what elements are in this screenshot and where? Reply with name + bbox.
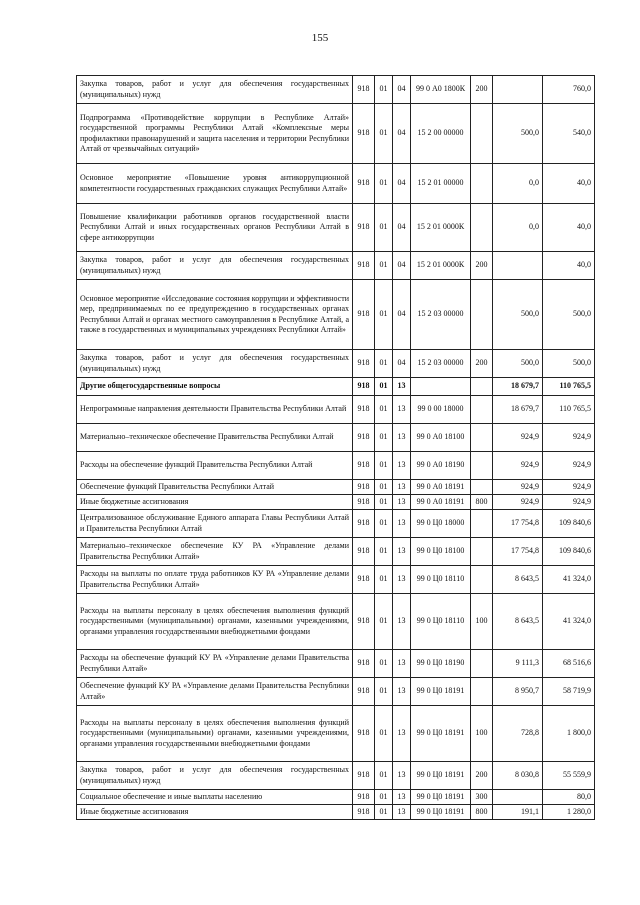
amount-year-2: 41 324,0 — [543, 594, 595, 650]
target-article-code: 99 0 А0 18100 — [411, 424, 471, 452]
section-code: 01 — [375, 790, 393, 805]
amount-year-1: 0,0 — [493, 204, 543, 252]
amount-year-1 — [493, 76, 543, 104]
table-row — [77, 76, 595, 104]
target-article-code: 99 0 Ц0 18191 — [411, 762, 471, 790]
section-code: 01 — [375, 378, 393, 396]
amount-year-2: 58 719,9 — [543, 678, 595, 706]
subsection-code: 04 — [393, 252, 411, 280]
amount-year-2: 500,0 — [543, 280, 595, 350]
target-article-code: 99 0 А0 18190 — [411, 452, 471, 480]
subsection-code: 04 — [393, 280, 411, 350]
subsection-code: 13 — [393, 480, 411, 495]
section-code: 01 — [375, 706, 393, 762]
target-article-code: 99 0 Ц0 18100 — [411, 538, 471, 566]
expense-type-code: 800 — [471, 495, 493, 510]
ministry-code: 918 — [353, 378, 375, 396]
table-row — [77, 164, 595, 204]
ministry-code: 918 — [353, 480, 375, 495]
amount-year-1: 8 643,5 — [493, 566, 543, 594]
ministry-code: 918 — [353, 706, 375, 762]
row-name: Расходы на обеспечение функций КУ РА «Управление делами Правительства Республики Алтай» — [77, 650, 353, 678]
ministry-code: 918 — [353, 650, 375, 678]
amount-year-2: 55 559,9 — [543, 762, 595, 790]
table-row — [77, 204, 595, 252]
amount-year-2: 540,0 — [543, 104, 595, 164]
amount-year-2: 110 765,5 — [543, 396, 595, 424]
ministry-code: 918 — [353, 204, 375, 252]
target-article-code: 15 2 00 00000 — [411, 104, 471, 164]
row-name: Закупка товаров, работ и услуг для обеспечения государственных (муниципальных) нужд — [77, 252, 353, 280]
table-row — [77, 424, 595, 452]
amount-year-2: 40,0 — [543, 164, 595, 204]
ministry-code: 918 — [353, 495, 375, 510]
ministry-code: 918 — [353, 594, 375, 650]
table-row — [77, 762, 595, 790]
row-name: Непрограммные направления деятельности Правительства Республики Алтай — [77, 396, 353, 424]
expense-type-code — [471, 396, 493, 424]
expense-type-code: 100 — [471, 706, 493, 762]
table-row — [77, 495, 595, 510]
amount-year-1: 17 754,8 — [493, 510, 543, 538]
expense-type-code — [471, 424, 493, 452]
expense-type-code: 800 — [471, 805, 493, 820]
table-row — [77, 790, 595, 805]
section-code: 01 — [375, 762, 393, 790]
subsection-code: 13 — [393, 538, 411, 566]
amount-year-2: 110 765,5 — [543, 378, 595, 396]
target-article-code: 15 2 03 00000 — [411, 350, 471, 378]
section-code: 01 — [375, 204, 393, 252]
expense-type-code: 300 — [471, 790, 493, 805]
amount-year-1: 924,9 — [493, 452, 543, 480]
table-row — [77, 594, 595, 650]
section-code: 01 — [375, 805, 393, 820]
amount-year-2: 924,9 — [543, 452, 595, 480]
expense-type-code: 200 — [471, 252, 493, 280]
table-row — [77, 252, 595, 280]
table-row — [77, 350, 595, 378]
ministry-code: 918 — [353, 538, 375, 566]
table-row — [77, 480, 595, 495]
budget-table — [76, 75, 595, 820]
section-code: 01 — [375, 594, 393, 650]
amount-year-2: 80,0 — [543, 790, 595, 805]
ministry-code: 918 — [353, 280, 375, 350]
ministry-code: 918 — [353, 510, 375, 538]
subsection-code: 04 — [393, 164, 411, 204]
page-number: 155 — [311, 32, 329, 44]
budget-table-body — [77, 76, 595, 820]
amount-year-1: 924,9 — [493, 424, 543, 452]
subsection-code: 13 — [393, 762, 411, 790]
row-name: Закупка товаров, работ и услуг для обеспечения государственных (муниципальных) нужд — [77, 350, 353, 378]
section-code: 01 — [375, 350, 393, 378]
section-code: 01 — [375, 280, 393, 350]
target-article-code — [411, 378, 471, 396]
amount-year-1: 500,0 — [493, 350, 543, 378]
section-code: 01 — [375, 396, 393, 424]
row-name: Закупка товаров, работ и услуг для обеспечения государственных (муниципальных) нужд — [77, 762, 353, 790]
expense-type-code: 200 — [471, 76, 493, 104]
row-name: Другие общегосударственные вопросы — [77, 378, 353, 396]
section-code: 01 — [375, 510, 393, 538]
ministry-code: 918 — [353, 790, 375, 805]
amount-year-2: 760,0 — [543, 76, 595, 104]
amount-year-2: 924,9 — [543, 480, 595, 495]
subsection-code: 13 — [393, 594, 411, 650]
amount-year-2: 500,0 — [543, 350, 595, 378]
table-row — [77, 538, 595, 566]
amount-year-2: 40,0 — [543, 204, 595, 252]
target-article-code: 99 0 Ц0 18191 — [411, 805, 471, 820]
amount-year-1: 0,0 — [493, 164, 543, 204]
amount-year-1 — [493, 252, 543, 280]
expense-type-code — [471, 480, 493, 495]
subsection-code: 13 — [393, 495, 411, 510]
target-article-code: 99 0 Ц0 18191 — [411, 678, 471, 706]
section-code: 01 — [375, 566, 393, 594]
expense-type-code — [471, 164, 493, 204]
ministry-code: 918 — [353, 252, 375, 280]
amount-year-2: 1 280,0 — [543, 805, 595, 820]
row-name: Социальное обеспечение и иные выплаты населению — [77, 790, 353, 805]
amount-year-1: 924,9 — [493, 495, 543, 510]
section-code: 01 — [375, 452, 393, 480]
subsection-code: 13 — [393, 706, 411, 762]
table-row — [77, 650, 595, 678]
expense-type-code — [471, 378, 493, 396]
section-code: 01 — [375, 76, 393, 104]
row-name: Материально–техническое обеспечение КУ РА «Управление делами Правительства Республики Алтай» — [77, 538, 353, 566]
target-article-code: 15 2 01 0000К — [411, 252, 471, 280]
expense-type-code — [471, 452, 493, 480]
amount-year-1: 9 111,3 — [493, 650, 543, 678]
ministry-code: 918 — [353, 566, 375, 594]
table-row — [77, 280, 595, 350]
row-name: Централизованное обслуживание Единого аппарата Главы Республики Алтай и Правительства Республики Алтай — [77, 510, 353, 538]
section-code: 01 — [375, 495, 393, 510]
table-row — [77, 566, 595, 594]
expense-type-code — [471, 280, 493, 350]
target-article-code: 99 0 А0 18191 — [411, 495, 471, 510]
amount-year-1 — [493, 790, 543, 805]
row-name: Закупка товаров, работ и услуг для обеспечения государственных (муниципальных) нужд — [77, 76, 353, 104]
expense-type-code — [471, 510, 493, 538]
amount-year-2: 109 840,6 — [543, 510, 595, 538]
target-article-code: 15 2 03 00000 — [411, 280, 471, 350]
expense-type-code: 100 — [471, 594, 493, 650]
expense-type-code — [471, 204, 493, 252]
target-article-code: 15 2 01 0000К — [411, 204, 471, 252]
row-name: Расходы на выплаты персоналу в целях обеспечения выполнения функций государственными (муниципальными) органами, казенными учреждениями, органами управления государственными внебюджетными фондами — [77, 706, 353, 762]
target-article-code: 99 0 А0 18191 — [411, 480, 471, 495]
row-name: Обеспечение функций КУ РА «Управление делами Правительства Республики Алтай» — [77, 678, 353, 706]
ministry-code: 918 — [353, 350, 375, 378]
subsection-code: 13 — [393, 790, 411, 805]
target-article-code: 15 2 01 00000 — [411, 164, 471, 204]
ministry-code: 918 — [353, 76, 375, 104]
row-name: Основное мероприятие «Повышение уровня антикоррупционной компетентности государственных гражданских служащих Республики Алтай» — [77, 164, 353, 204]
amount-year-1: 728,8 — [493, 706, 543, 762]
subsection-code: 04 — [393, 350, 411, 378]
target-article-code: 99 0 Ц0 18190 — [411, 650, 471, 678]
target-article-code: 99 0 Ц0 18191 — [411, 790, 471, 805]
subsection-code: 13 — [393, 452, 411, 480]
expense-type-code — [471, 650, 493, 678]
expense-type-code — [471, 538, 493, 566]
table-row — [77, 452, 595, 480]
amount-year-2: 68 516,6 — [543, 650, 595, 678]
amount-year-1: 18 679,7 — [493, 396, 543, 424]
ministry-code: 918 — [353, 678, 375, 706]
target-article-code: 99 0 Ц0 18000 — [411, 510, 471, 538]
section-code: 01 — [375, 252, 393, 280]
subsection-code: 13 — [393, 650, 411, 678]
row-name: Расходы на обеспечение функций Правительства Республики Алтай — [77, 452, 353, 480]
amount-year-1: 191,1 — [493, 805, 543, 820]
amount-year-2: 40,0 — [543, 252, 595, 280]
expense-type-code — [471, 566, 493, 594]
amount-year-2: 41 324,0 — [543, 566, 595, 594]
expense-type-code: 200 — [471, 762, 493, 790]
expense-type-code: 200 — [471, 350, 493, 378]
amount-year-1: 8 643,5 — [493, 594, 543, 650]
table-row — [77, 805, 595, 820]
ministry-code: 918 — [353, 424, 375, 452]
table-row — [77, 678, 595, 706]
subsection-code: 13 — [393, 566, 411, 594]
expense-type-code — [471, 104, 493, 164]
amount-year-1: 8 950,7 — [493, 678, 543, 706]
table-row — [77, 396, 595, 424]
amount-year-2: 1 800,0 — [543, 706, 595, 762]
subsection-code: 13 — [393, 378, 411, 396]
ministry-code: 918 — [353, 452, 375, 480]
section-code: 01 — [375, 164, 393, 204]
section-code: 01 — [375, 104, 393, 164]
subsection-code: 04 — [393, 104, 411, 164]
section-code: 01 — [375, 480, 393, 495]
table-row — [77, 378, 595, 396]
ministry-code: 918 — [353, 104, 375, 164]
row-name: Подпрограмма «Противодействие коррупции в Республике Алтай» государственной программы Республики Алтай «Комплексные меры профилактики правонарушений и защита населения и территории Республики Алтай от чрезвычайных ситуаций» — [77, 104, 353, 164]
table-row — [77, 510, 595, 538]
table-row — [77, 104, 595, 164]
target-article-code: 99 0 Ц0 18110 — [411, 566, 471, 594]
ministry-code: 918 — [353, 805, 375, 820]
amount-year-1: 18 679,7 — [493, 378, 543, 396]
subsection-code: 13 — [393, 805, 411, 820]
subsection-code: 13 — [393, 424, 411, 452]
amount-year-1: 17 754,8 — [493, 538, 543, 566]
row-name: Иные бюджетные ассигнования — [77, 495, 353, 510]
expense-type-code — [471, 678, 493, 706]
subsection-code: 04 — [393, 204, 411, 252]
target-article-code: 99 0 А0 1800К — [411, 76, 471, 104]
row-name: Материально–техническое обеспечение Правительства Республики Алтай — [77, 424, 353, 452]
row-name: Иные бюджетные ассигнования — [77, 805, 353, 820]
ministry-code: 918 — [353, 762, 375, 790]
section-code: 01 — [375, 678, 393, 706]
amount-year-2: 109 840,6 — [543, 538, 595, 566]
amount-year-1: 924,9 — [493, 480, 543, 495]
amount-year-2: 924,9 — [543, 424, 595, 452]
subsection-code: 13 — [393, 678, 411, 706]
row-name: Основное мероприятие «Исследование состояния коррупции и эффективности мер, предпринимаемых по ее предупреждению в государственных органах Республики Алтай и органах местного самоуправления в Республике Алтай, а также в государственных и муниципальных учреждениях Республики Алтай» — [77, 280, 353, 350]
ministry-code: 918 — [353, 164, 375, 204]
section-code: 01 — [375, 650, 393, 678]
amount-year-2: 924,9 — [543, 495, 595, 510]
row-name: Обеспечение функций Правительства Республики Алтай — [77, 480, 353, 495]
target-article-code: 99 0 00 18000 — [411, 396, 471, 424]
row-name: Расходы на выплаты персоналу в целях обеспечения выполнения функций государственными (муниципальными) органами, казенными учреждениями, органами управления государственными внебюджетными фондами — [77, 594, 353, 650]
amount-year-1: 8 030,8 — [493, 762, 543, 790]
table-row — [77, 706, 595, 762]
target-article-code: 99 0 Ц0 18110 — [411, 594, 471, 650]
subsection-code: 13 — [393, 396, 411, 424]
row-name: Расходы на выплаты по оплате труда работников КУ РА «Управление делами Правительства Республики Алтай» — [77, 566, 353, 594]
target-article-code: 99 0 Ц0 18191 — [411, 706, 471, 762]
row-name: Повышение квалификации работников органов государственной власти Республики Алтай и иных государственных органов Республики Алтай в сфере антикоррупции — [77, 204, 353, 252]
amount-year-1: 500,0 — [493, 280, 543, 350]
section-code: 01 — [375, 538, 393, 566]
section-code: 01 — [375, 424, 393, 452]
subsection-code: 13 — [393, 510, 411, 538]
subsection-code: 04 — [393, 76, 411, 104]
amount-year-1: 500,0 — [493, 104, 543, 164]
ministry-code: 918 — [353, 396, 375, 424]
